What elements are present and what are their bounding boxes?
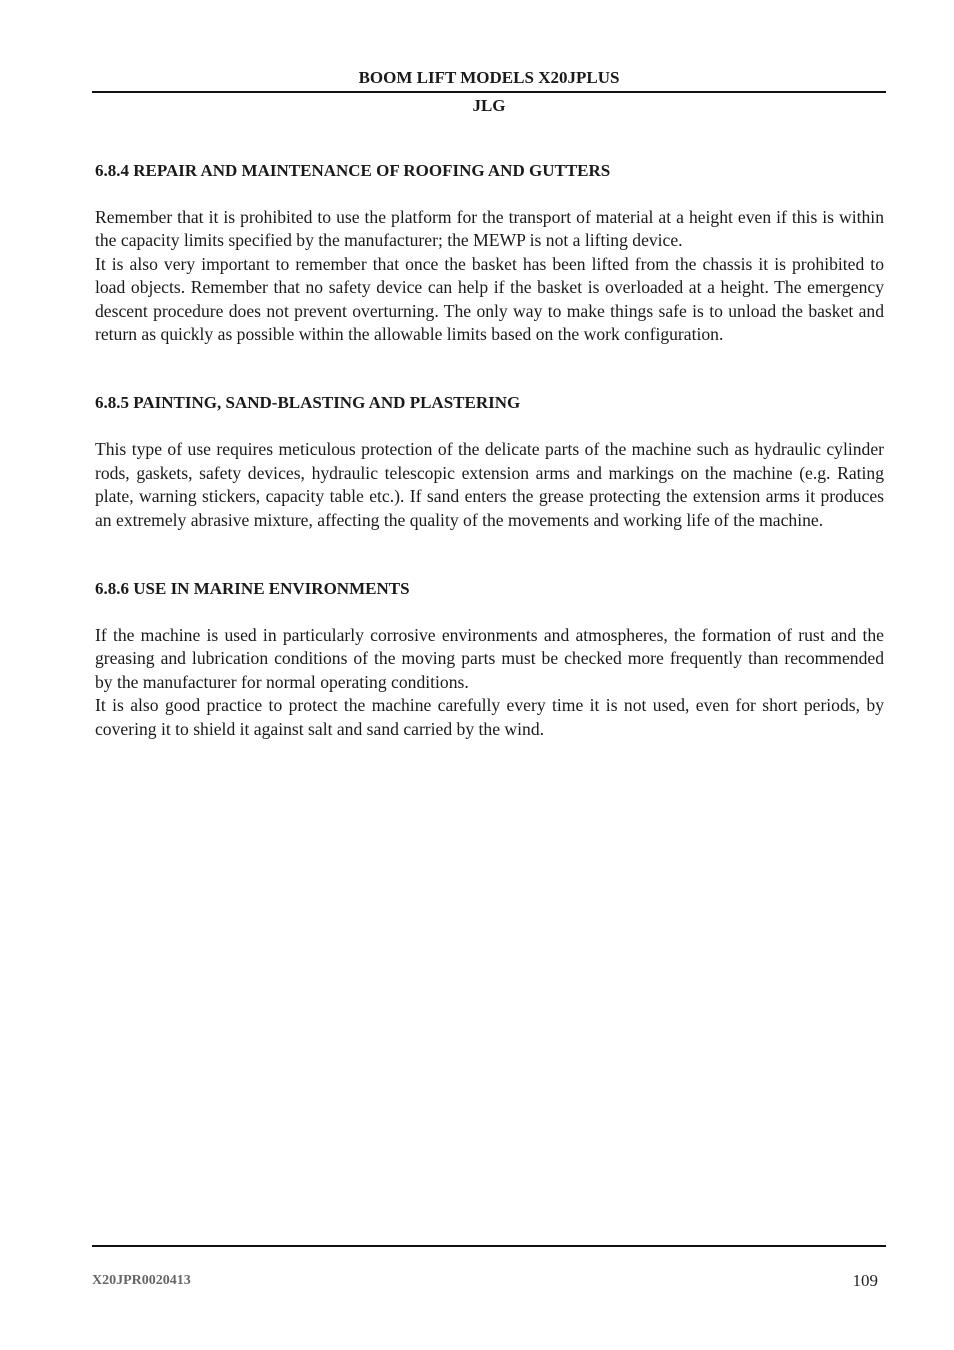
page-number: 109	[852, 1271, 878, 1290]
document-code: X20JPR0020413	[92, 1273, 191, 1288]
paragraph: If the machine is used in particularly corrosive environments and atmospheres, the formation of rust and the greasing and lubrication conditions of the moving parts must be checked more frequently than recommended by the manufacturer for normal operating conditions.	[95, 625, 884, 692]
paragraph: It is also good practice to protect the machine carefully every time it is not used, even for short periods, by covering it to shield it against salt and sand carried by the wind.	[95, 695, 884, 739]
paragraph: This type of use requires meticulous protection of the delicate parts of the machine such as hydraulic cylinder rods, gaskets, safety devices, hydraulic telescopic extension arms and markings on the machine (e.g. Rating plate, warning stickers, capacity table etc.). If sand enters the grease protecting the extension arms it produces an extremely abrasive mixture, affecting the quality of the movements and working life of the machine.	[95, 439, 884, 530]
section-heading: 6.8.6 USE IN MARINE ENVIRONMENTS	[95, 579, 410, 599]
paragraph: Remember that it is prohibited to use the platform for the transport of material at a height even if this is within the capacity limits specified by the manufacturer; the MEWP is not a lifting device.	[95, 207, 884, 251]
section-marine-environments	[95, 578, 884, 741]
manufacturer-name: JLG	[472, 96, 506, 115]
document-title: BOOM LIFT MODELS X20JPLUS	[358, 68, 620, 87]
header-divider	[92, 91, 886, 93]
section-heading: 6.8.4 REPAIR AND MAINTENANCE OF ROOFING AND GUTTERS	[95, 161, 611, 180]
section-roofing-gutters	[95, 160, 884, 346]
page-content	[95, 160, 884, 741]
section-painting-sandblasting	[95, 392, 884, 532]
paragraph: It is also very important to remember that once the basket has been lifted from the chassis it is prohibited to load objects. Remember that no safety device can help if the basket is overloaded at a height. The emergency descent procedure does not prevent overturning. The only way to make things safe is to unload the basket and return as quickly as possible within the allowable limits based on the work configuration.	[95, 253, 884, 345]
section-heading: 6.8.5 PAINTING, SAND-BLASTING AND PLASTERING	[95, 393, 521, 413]
footer-divider	[92, 1245, 886, 1247]
